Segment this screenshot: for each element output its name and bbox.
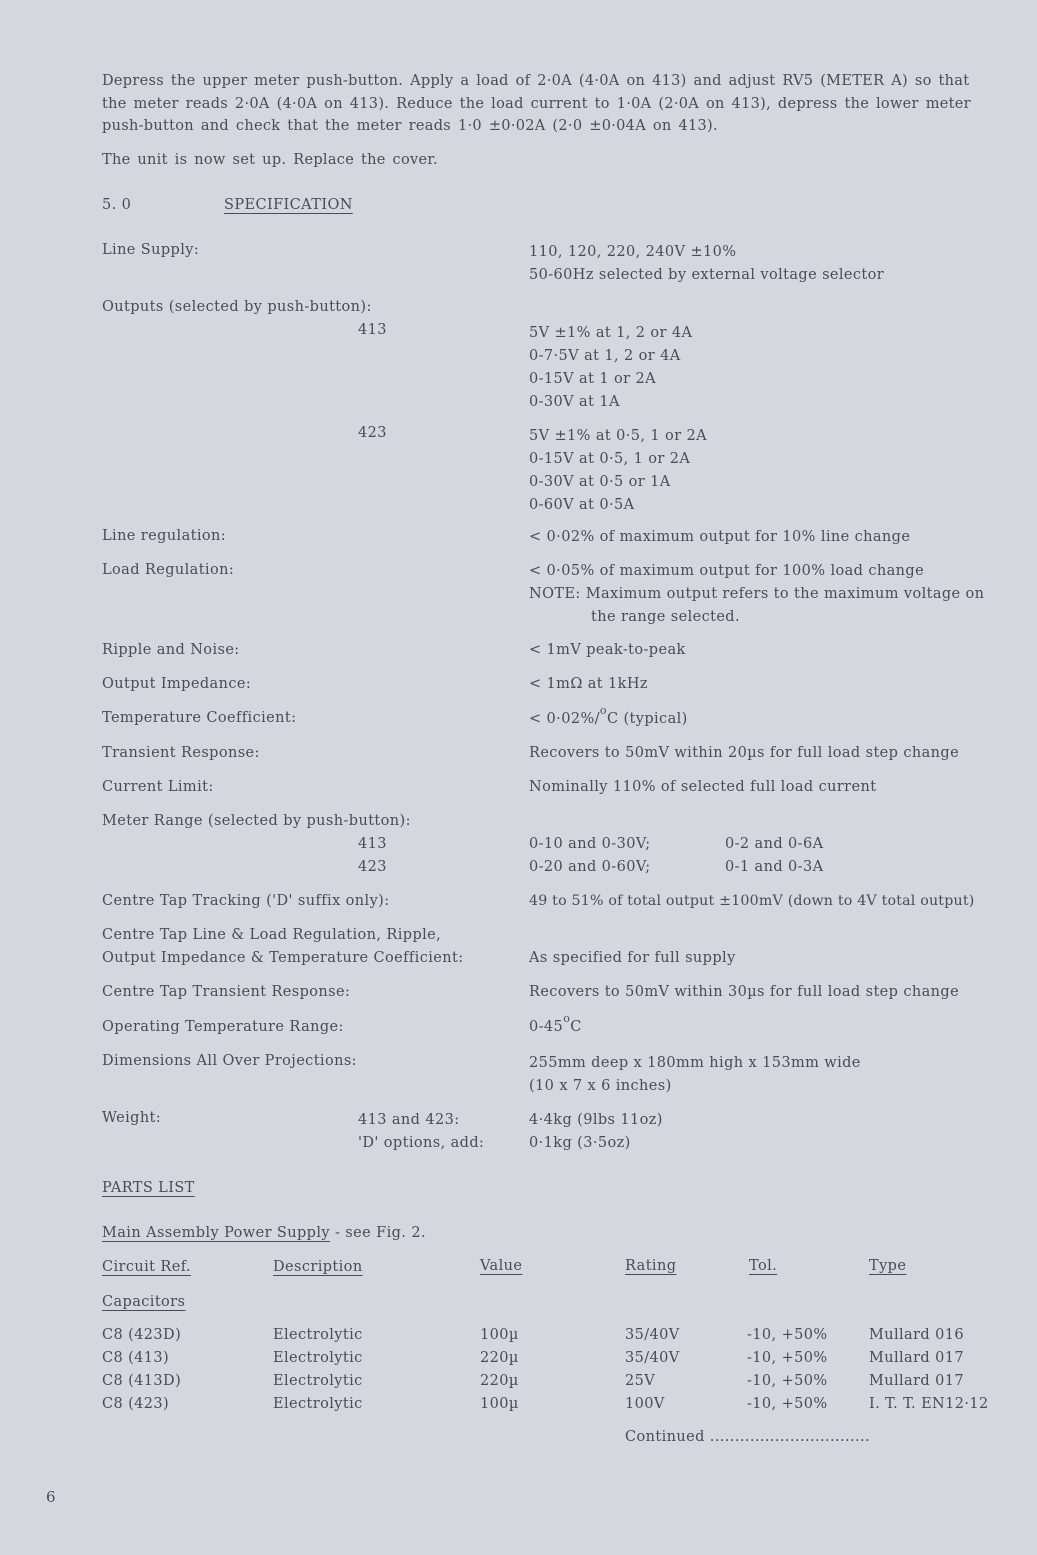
list-item: 0-30V at 0·5 or 1A [529,474,671,490]
spec-label-line-supply: Line Supply: [102,242,200,258]
col-header-rating: Rating [625,1258,677,1274]
spec-value-ct-tracking: 49 to 51% of total output ±100mV (down to 4V total output) [529,893,975,909]
spec-label-ct-transient: Centre Tap Transient Response: [102,984,351,1000]
spec-value-ripple: < 1mV peak-to-peak [529,642,686,658]
setup-complete-paragraph: The unit is now set up. Replace the cover. [102,152,438,168]
spec-note-line1: NOTE: Maximum output refers to the maximum voltage on [529,586,985,602]
meter-413-label: 413 [358,836,387,852]
spec-label-weight: Weight: [102,1110,162,1126]
meter-423-label: 423 [358,859,387,875]
continued-note: Continued ................................ [625,1429,871,1445]
spec-value-load-regulation: < 0·05% of maximum output for 100% load change [529,563,925,579]
list-item: 0-30V at 1A [529,394,620,410]
col-header-description: Description [273,1259,363,1275]
meter-413-volts: 0-10 and 0-30V; [529,836,651,852]
spec-value-dimensions: 255mm deep x 180mm high x 153mm wide (10 x 7 x 6 inches) [529,1055,861,1094]
spec-label-current-limit: Current Limit: [102,779,214,795]
spec-value-ct-transient: Recovers to 50mV within 30µs for full load step change [529,984,960,1000]
spec-value-impedance: < 1mΩ at 1kHz [529,676,648,692]
spec-value-weight: 4·4kg (9lbs 11oz) 0·1kg (3·5oz) [529,1112,663,1151]
list-item: 0-15V at 0·5, 1 or 2A [529,451,691,467]
spec-label-ripple: Ripple and Noise: [102,642,240,658]
list-item: 5V ±1% at 1, 2 or 4A [529,325,693,341]
meter-423-volts: 0-20 and 0-60V; [529,859,651,875]
spec-label-ct-tracking: Centre Tap Tracking ('D' suffix only): [102,893,390,909]
spec-label-op-temp: Operating Temperature Range: [102,1019,344,1035]
list-item: 5V ±1% at 0·5, 1 or 2A [529,428,708,444]
spec-value-tempco: < 0·02%/$^o$C (typical) [529,704,688,727]
setup-instructions-paragraph: Depress the upper meter push-button. Apply a load of 2·0A (4·0A on 413) and adjust RV5 (METER A) so that the meter reads 2·0A (4·0A on 413). Reduce the load current to 1·0A (2·0A on 413), depress the lower meter push-button and check that the meter reads 1·0 ±0·02A (2·0 ±0·04A on 413). [102,73,971,134]
spec-note-line2: the range selected. [591,609,741,625]
meter-423-amps: 0-1 and 0-3A [725,859,824,875]
spec-value-line-supply: 110, 120, 220, 240V ±10% 50-60Hz selected by external voltage selector [529,244,885,283]
spec-label-meter-range: Meter Range (selected by push-button): [102,813,411,829]
spec-label-ct-line-2: Output Impedance & Temperature Coefficient: [102,950,464,966]
spec-label-dimensions: Dimensions All Over Projections: [102,1053,357,1069]
manual-page: Depress the upper meter push-button. Apply a load of 2·0A (4·0A on 413) and adjust RV5 (METER A) so that the meter reads 2·0A (4·0A on 413). Reduce the load current to 1·0A (2·0A on 413), depress the lower meter push-button and check that the meter reads 1·0 ±0·02A (2·0 ±0·04A on 413). The unit is now set up. Replace the cover. 5. 0 SPECIFICATION Line Supply: 110, 120, 220, 240V ±10% 50-60Hz selected by external voltage selector Outputs (selected by push-button): 413 5V ±1% at 1, 2 or 4A 0-7·5V at 1, 2 or 4A 0-15V at 1 or 2A 0-30V at 1A 423 5V ±1% at 0·5, 1 or 2A 0-15V at 0·5, 1 or 2A 0-30V at 0·5 or 1A 0-60V at 0·5A Line regulation: < 0·02% of maximum output for 10% line change Load Regulation: < 0·05% of maximum output for 100% load change NOTE: Maximum output refers to the maximum voltage on the range selected. Ripple and Noise: < 1mV peak-to-peak Output Impedance: < 1mΩ at 1kHz Temperature Coefficient: < 0·02%/$^o$C (typical) Transient Response: Recovers to 50mV within 20µs for full load step change Current Limit: Nominally 110% of selected full load current Meter Range (selected by push-button): 413 0-10 and 0-30V; 0-2 and 0-6A 423 0-20 and 0-60V; 0-1 and 0-3A Centre Tap Tracking ('D' suffix only): 49 to 51% of total output ±100mV (down to 4V total output) Centre Tap Line & Load Regulation, Ripple, Output Impedance & Temperature Coefficient: As specified for full supply Centre Tap Transient Response: Recovers to 50mV within 30µs for full load step change Operating Temperature Range: 0-45$^o$C Dimensions All Over Projections: 255mm deep x 180mm high x 153mm wide (10 x 7 x 6 inches) Weight: 413 and 423: 'D' options, add: 4·4kg (9lbs 11oz) 0·1kg (3·5oz) PARTS LIST Main Assembly Power Supply - see Fig. 2. Circuit Ref. Description Value Rating Tol. Type Capacitors C8 (423D) Electrolytic 100µ 35/40V -10, +50% Mullard 016 C8 (413) Electrolytic 220µ 35/40V -10, +50% Mullard 017 C8 (413D) Electrolytic 220µ 25V -10, +50% Mullard 017 C8 (423) Electrolytic 100µ 100V -10, +50% I. T. T. EN12·12 Continued ................................ 6 [0,0,1037,1555]
list-item: 0-15V at 1 or 2A [529,371,656,387]
spec-value-op-temp: 0-45$^o$C [529,1012,582,1035]
spec-label-ct-line-1: Centre Tap Line & Load Regulation, Ripple, [102,927,442,943]
spec-label-tempco: Temperature Coefficient: [102,710,297,726]
model-423-label: 423 [358,425,387,441]
spec-value-ct-line: As specified for full supply [529,950,736,966]
spec-label-line-regulation: Line regulation: [102,528,227,544]
section-number: 5. 0 [102,197,132,213]
model-413-label: 413 [358,322,387,338]
weight-sublabels: 413 and 423: 'D' options, add: [358,1112,485,1151]
outputs-423-list [529,425,707,517]
list-item: 0-60V at 0·5A [529,497,635,513]
spec-label-impedance: Output Impedance: [102,676,252,692]
spec-label-transient: Transient Response: [102,745,260,761]
parts-list-heading: PARTS LIST [102,1180,195,1196]
meter-413-amps: 0-2 and 0-6A [725,836,824,852]
spec-value-transient: Recovers to 50mV within 20µs for full load step change [529,745,960,761]
col-header-circuit-ref: Circuit Ref. [102,1259,191,1275]
parts-group-capacitors: Capacitors [102,1294,186,1310]
assembly-heading: Main Assembly Power Supply - see Fig. 2. [102,1225,426,1241]
section-title: SPECIFICATION [224,197,353,213]
page-number: 6 [46,1488,56,1506]
col-header-type: Type [869,1258,907,1274]
outputs-413-list [529,322,692,414]
list-item: 0-7·5V at 1, 2 or 4A [529,348,681,364]
spec-value-line-regulation: < 0·02% of maximum output for 10% line change [529,529,911,545]
col-header-tol: Tol. [749,1258,778,1274]
col-header-value: Value [480,1258,523,1274]
spec-label-load-regulation: Load Regulation: [102,562,235,578]
spec-value-current-limit: Nominally 110% of selected full load current [529,779,877,795]
spec-label-outputs: Outputs (selected by push-button): [102,299,372,315]
